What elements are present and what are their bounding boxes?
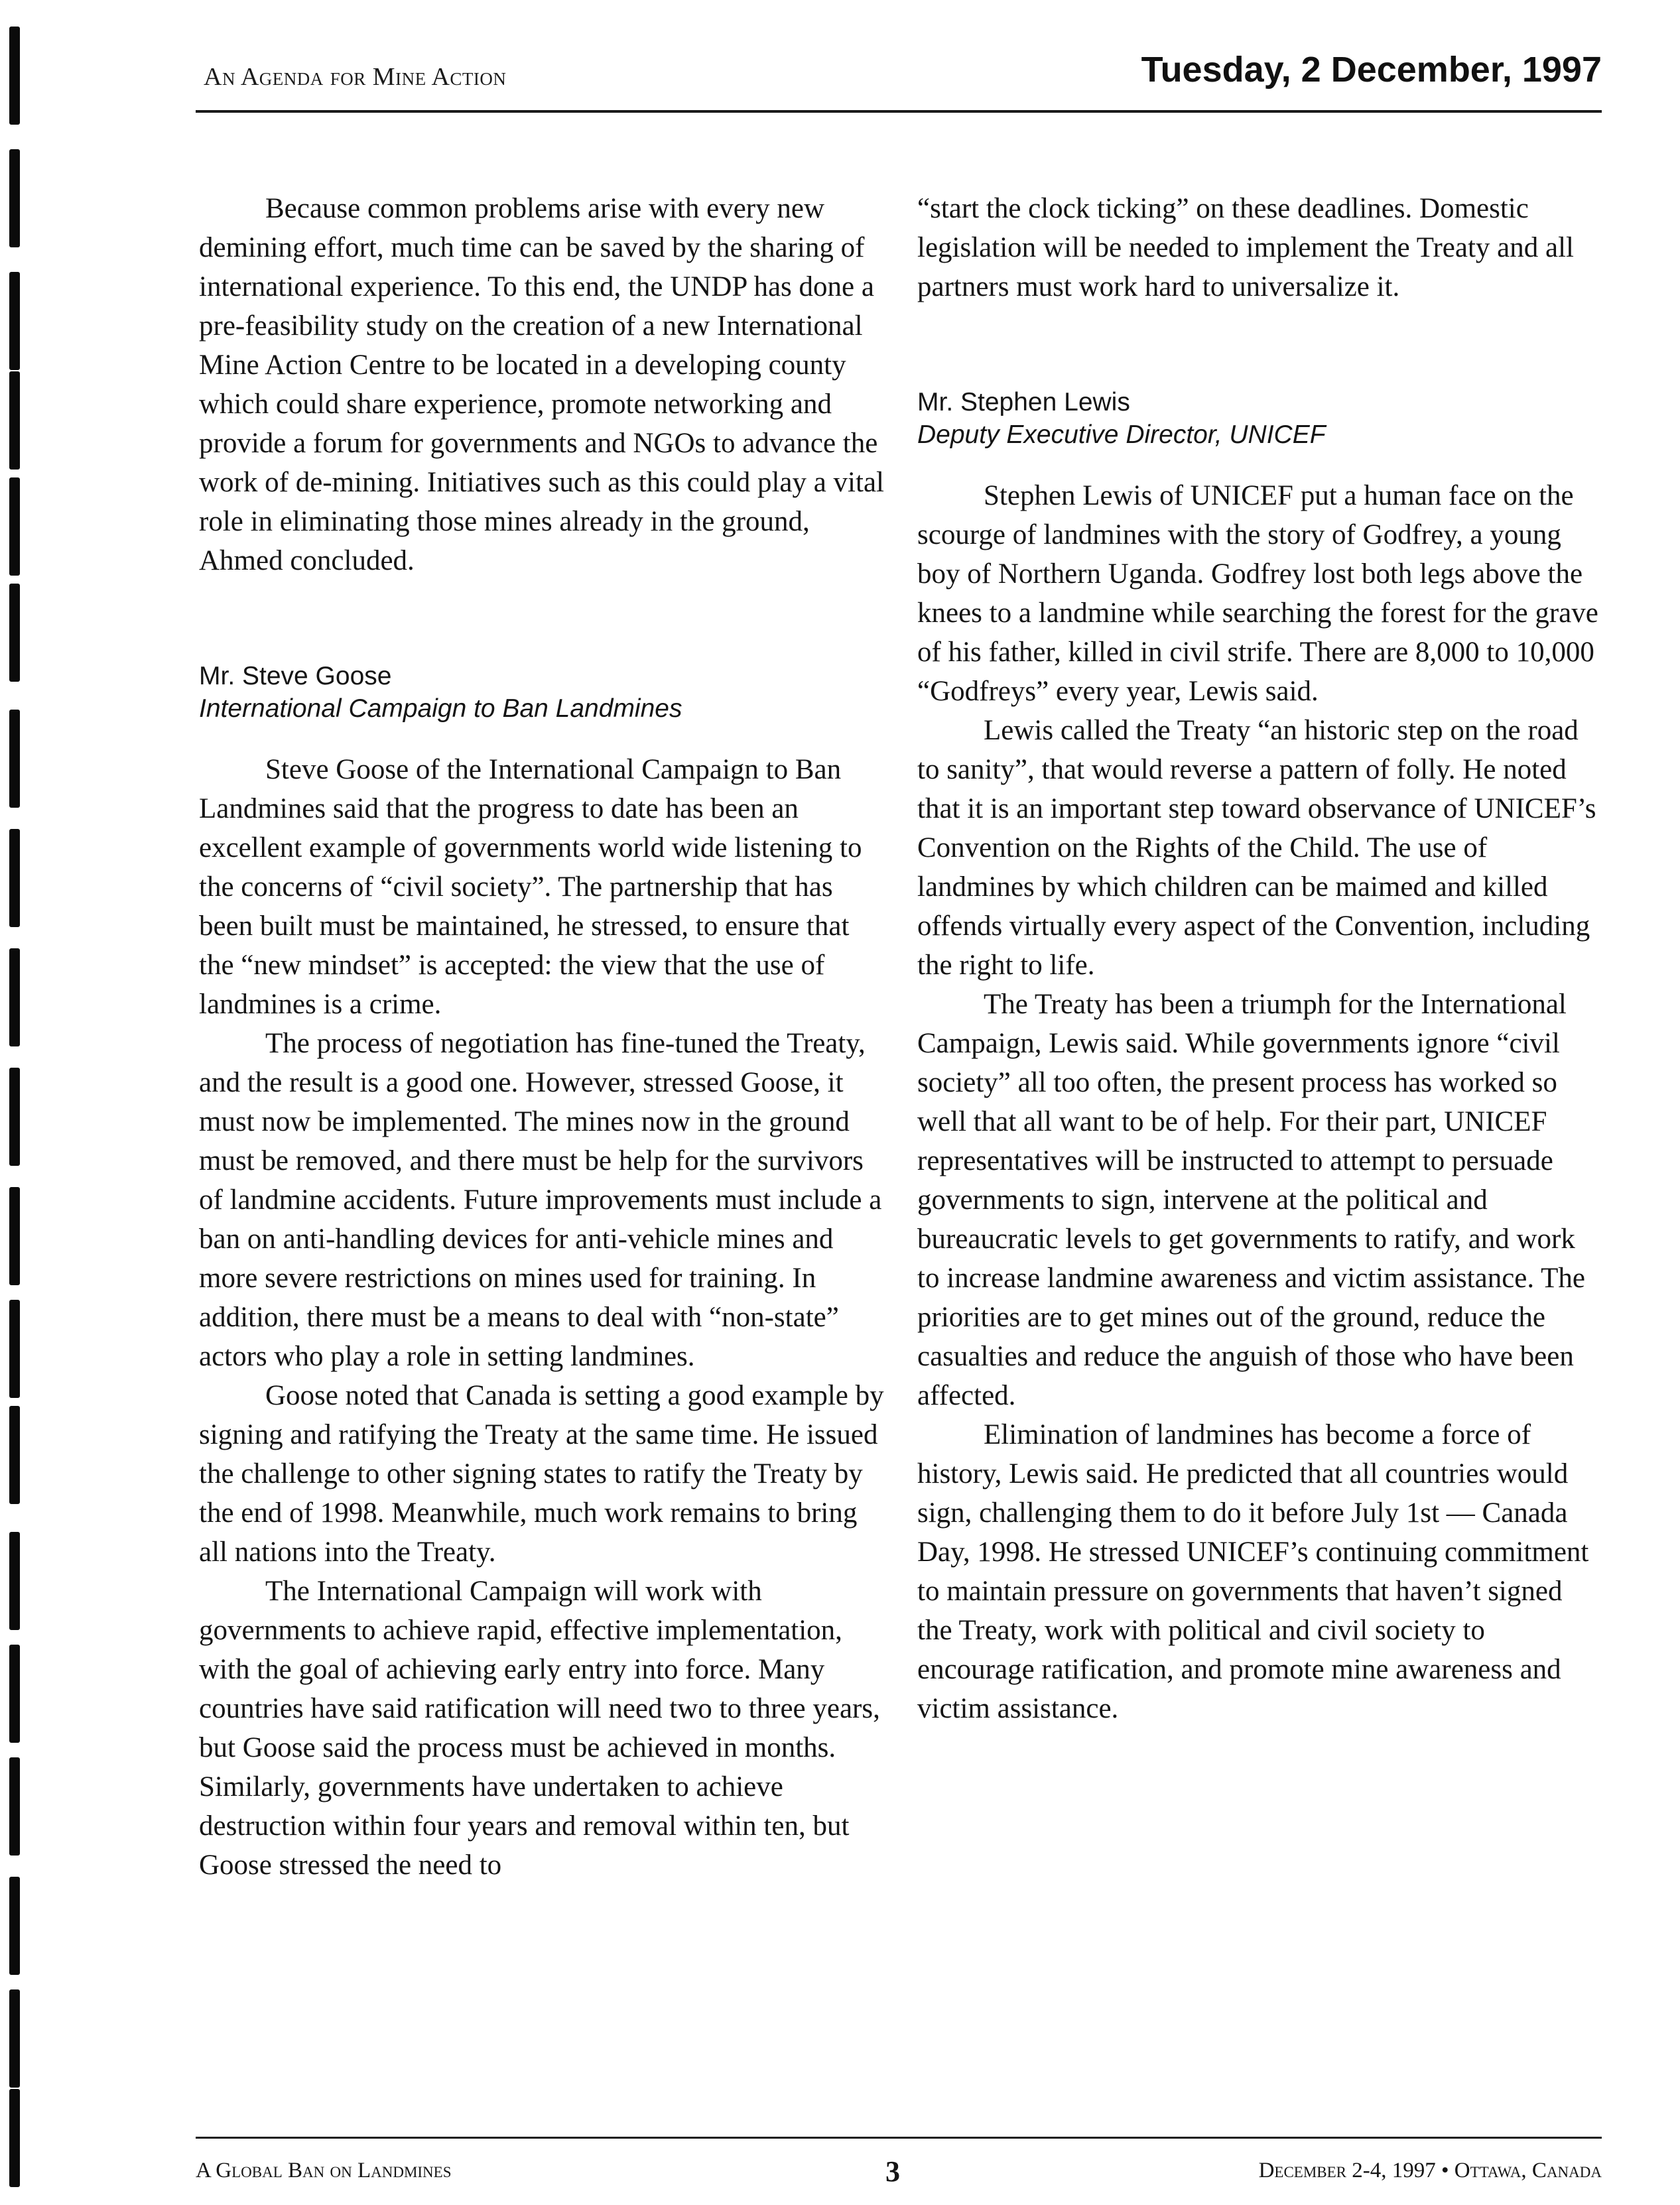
header-date: Tuesday, 2 December, 1997	[1141, 50, 1602, 90]
footer-rule	[196, 2137, 1602, 2139]
left-column	[199, 189, 885, 1885]
binder-mark	[9, 1989, 20, 2088]
header-rule	[196, 110, 1602, 113]
body-paragraph: Elimination of landmines has become a force of history, Lewis said. He predicted that all countries would sign, challenging them to do it before July 1st — Canada Day, 1998. He stressed UNICEF’s continuing commitment to maintain pressure on governments that haven’t signed the Treaty, work with political and civil society to encourage ratification, and promote mine awareness and victim assistance.	[917, 1419, 1589, 1724]
speaker-name: Mr. Stephen Lewis	[917, 388, 1130, 416]
binder-mark	[9, 1532, 20, 1630]
body-paragraph: Goose noted that Canada is setting a good example by signing and ratifying the Treaty at the same time. He issued the challenge to other signing states to ratify the Treaty by the end of 1998. Meanwhile, much work remains to bring all nations into the Treaty.	[199, 1380, 884, 1568]
binder-mark	[9, 1406, 20, 1504]
binder-mark	[9, 829, 20, 927]
binder-mark	[9, 948, 20, 1046]
footer-event: December 2-4, 1997 • Ottawa, Canada	[1258, 2159, 1602, 2182]
body-paragraph: The process of negotiation has fine-tuned the Treaty, and the result is a good one. However, stressed Goose, it must now be implemented. The mines now in the ground must be removed, and there must be help for the survivors of landmine accidents. Future improvements must include a ban on anti-handling devices for anti-vehicle mines and more severe restrictions on mines used for training. In addition, there must be a means to deal with “non-state” actors who play a role in setting landmines.	[199, 1028, 882, 1372]
body-paragraph: Steve Goose of the International Campaign to Ban Landmines said that the progress to date has been an excellent example of governments world wide listening to the concerns of “civil society”. The partnership that has been built must be maintained, he stressed, to ensure that the “new mindset” is accepted: the view that the use of landmines is a crime.	[199, 754, 862, 1020]
intro-paragraph: Because common problems arise with every new demining effort, much time can be saved by the sharing of international experience. To this end, the UNDP has done a pre-feasibility study on the creation of a new International Mine Action Centre to be located in a developing county which could share experience, promote networking and provide a forum for governments and NGOs to advance the work of de-mining. Initiatives such as this could play a vital role in eliminating those mines already in the ground, Ahmed concluded.	[199, 193, 884, 576]
publication-title: An Agenda for Mine Action	[204, 63, 507, 91]
binder-mark	[9, 477, 20, 576]
body-paragraph: The International Campaign will work with governments to achieve rapid, effective implementation, with the goal of achieving early entry into force. Many countries have said ratification will need two to three years, but Goose said the process must be achieved in months. Similarly, governments have undertaken to achieve destruction within four years and removal within ten, but Goose stressed the need to	[199, 1576, 880, 1881]
binder-hole-marks	[9, 27, 28, 2182]
binder-mark	[9, 1645, 20, 1743]
binder-mark	[9, 272, 20, 370]
continuation-paragraph: “start the clock ticking” on these deadlines. Domestic legislation will be needed to implement the Treaty and all partners must work hard to universalize it.	[917, 193, 1574, 302]
binder-mark	[9, 1877, 20, 1975]
page-header	[196, 46, 1602, 113]
speaker-name: Mr. Steve Goose	[199, 662, 392, 690]
right-column	[917, 189, 1600, 1728]
binder-mark	[9, 371, 20, 470]
binder-mark	[9, 149, 20, 247]
binder-mark	[9, 1068, 20, 1166]
binder-mark	[9, 584, 20, 682]
body-paragraph: Lewis called the Treaty “an historic step on the road to sanity”, that would reverse a pattern of folly. He noted that it is an important step toward observance of UNICEF’s Convention on the Rights of the Child. The use of landmines by which children can be maimed and killed offends virtually every aspect of the Convention, including the right to life.	[917, 715, 1596, 981]
page-number: 3	[885, 2155, 900, 2188]
footer-publication: A Global Ban on Landmines	[196, 2159, 452, 2182]
binder-mark	[9, 1300, 20, 1398]
binder-mark	[9, 1187, 20, 1285]
speaker-heading-lewis	[917, 386, 1600, 451]
speaker-affiliation: International Campaign to Ban Landmines	[199, 694, 682, 723]
binder-mark	[9, 710, 20, 808]
body-paragraph: Stephen Lewis of UNICEF put a human face on the scourge of landmines with the story of Godfrey, a young boy of Northern Uganda. Godfrey lost both legs above the knees to a landmine while searching the forest for the grave of his father, killed in civil strife. There are 8,000 to 10,000 “Godfreys” every year, Lewis said.	[917, 480, 1598, 707]
speaker-affiliation: Deputy Executive Director, UNICEF	[917, 420, 1326, 449]
body-paragraph: The Treaty has been a triumph for the International Campaign, Lewis said. While governments ignore “civil society” all too often, the present process has worked so well that all want to be of help. For their part, UNICEF representatives will be instructed to attempt to persuade governments to sign, intervene at the political and bureaucratic levels to get governments to ratify, and work to increase landmine awareness and victim assistance. The priorities are to get mines out of the ground, reduce the casualties and reduce the anguish of those who have been affected.	[917, 989, 1585, 1411]
speaker-heading-goose	[199, 660, 885, 725]
page-footer	[196, 2155, 1602, 2198]
binder-mark	[9, 2089, 20, 2187]
binder-mark	[9, 1757, 20, 1856]
binder-mark	[9, 27, 20, 125]
